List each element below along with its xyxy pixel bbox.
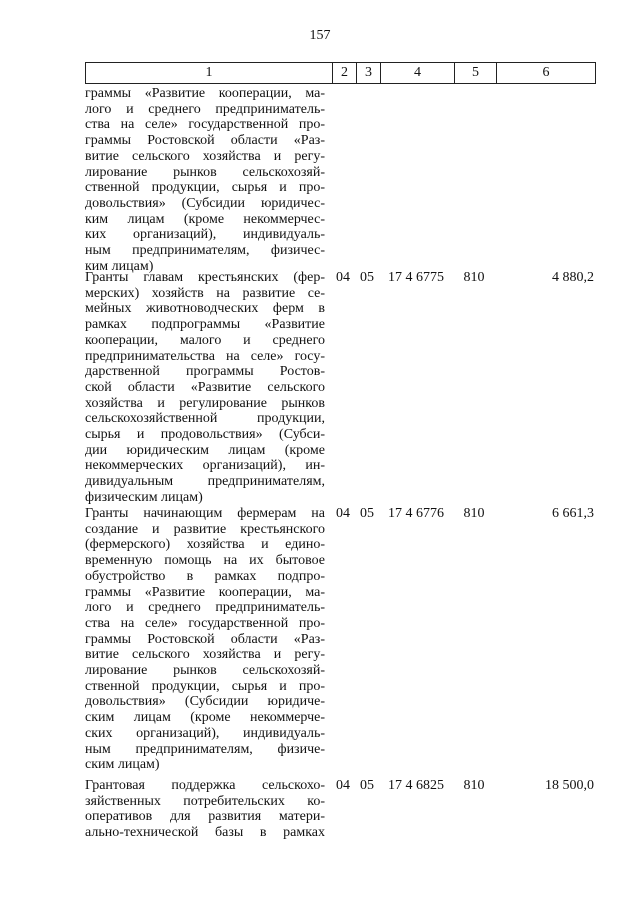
column-header-table xyxy=(85,62,596,84)
description-line: ным предпринимателям, физичес- xyxy=(85,243,325,259)
description-line: лирование рынков сельскохозяй- xyxy=(85,663,325,679)
description-line: граммы Ростовской области «Раз- xyxy=(85,133,325,149)
amount-value: 18 500,0 xyxy=(545,778,594,793)
description-line: витие сельского хозяйства и регу- xyxy=(85,647,325,663)
subsection-code: 05 xyxy=(360,270,374,285)
description-line: сельскохозяйственной продукции, xyxy=(85,411,325,427)
description-line: лого и среднего предприниматель- xyxy=(85,600,325,616)
description-line: витие сельского хозяйства и регу- xyxy=(85,148,325,164)
description-line: ства на селе» государственной про- xyxy=(85,117,325,133)
description-line: ства на селе» государственной про- xyxy=(85,615,325,631)
target-article-code: 17 4 6775 xyxy=(388,270,444,285)
description-line: граммы Ростовской области «Раз- xyxy=(85,631,325,647)
row-description xyxy=(85,270,325,506)
column-header-6: 6 xyxy=(497,63,596,84)
table-row xyxy=(85,506,595,778)
description-line: физическим лицам) xyxy=(85,489,203,505)
description-line: ких организаций), индивидуаль- xyxy=(85,227,325,243)
column-header-row xyxy=(86,63,596,84)
table-row xyxy=(85,778,595,842)
description-line: ственной продукции, сырья и про- xyxy=(85,180,325,196)
description-line: довольствия» (Субсидии юридичес- xyxy=(85,195,325,211)
description-line: дии юридическим лицам (кроме xyxy=(85,442,325,458)
column-header-1: 1 xyxy=(86,63,333,84)
description-line: оперативов для развития матери- xyxy=(85,809,325,825)
subsection-code: 05 xyxy=(360,778,374,793)
description-line: предпринимательства на селе» госу- xyxy=(85,348,325,364)
column-header-3: 3 xyxy=(357,63,381,84)
description-line: довольствия» (Субсидии юридиче- xyxy=(85,694,325,710)
description-line: сырья и продовольствия» (Субси- xyxy=(85,427,325,443)
description-line: лирование рынков сельскохозяй- xyxy=(85,164,325,180)
description-line: хозяйства и регулирование рынков xyxy=(85,395,325,411)
row-description xyxy=(85,778,325,841)
description-line: лого и среднего предприниматель- xyxy=(85,101,325,117)
page-number: 157 xyxy=(309,28,331,43)
description-line: обустройство в рамках подпро- xyxy=(85,568,325,584)
description-line: Гранты начинающим фермерам на xyxy=(85,506,325,521)
target-article-code: 17 4 6776 xyxy=(388,506,444,521)
description-line: ских организаций), индивидуаль- xyxy=(85,725,325,741)
subsection-code: 05 xyxy=(360,506,374,521)
description-line: кооперации, малого и среднего xyxy=(85,332,325,348)
amount-value: 6 661,3 xyxy=(552,506,594,521)
table-row xyxy=(85,270,595,506)
table-body xyxy=(85,86,595,842)
section-code: 04 xyxy=(336,506,350,521)
description-line: ским лицам (кроме некоммерче- xyxy=(85,710,325,726)
description-line: граммы «Развитие кооперации, ма- xyxy=(85,86,325,101)
description-line: (фермерского) хозяйства и едино- xyxy=(85,537,325,553)
column-header-2: 2 xyxy=(333,63,357,84)
description-line: Грантовая поддержка сельскохо- xyxy=(85,778,325,793)
amount-value: 4 880,2 xyxy=(552,270,594,285)
description-line: мерских) хозяйств на развитие се- xyxy=(85,285,325,301)
description-line: некоммерческих организаций), ин- xyxy=(85,458,325,474)
description-line: временную помощь на их бытовое xyxy=(85,553,325,569)
description-line: ской области «Развитие сельского xyxy=(85,379,325,395)
description-line: рамках подпрограммы «Развитие xyxy=(85,317,325,333)
description-line: дарственной программы Ростов- xyxy=(85,364,325,380)
expense-type-code: 810 xyxy=(463,506,485,521)
description-line: ным предпринимателям, физиче- xyxy=(85,741,325,757)
description-line: зяйственных потребительских ко- xyxy=(85,793,325,809)
description-line: Гранты главам крестьянских (фер- xyxy=(85,270,325,285)
description-line: мейных животноводческих ферм в xyxy=(85,301,325,317)
expense-type-code: 810 xyxy=(463,270,485,285)
description-line: создание и развитие крестьянского xyxy=(85,521,325,537)
description-line: ственной продукции, сырья и про- xyxy=(85,678,325,694)
row-description xyxy=(85,86,325,274)
table-row xyxy=(85,86,595,274)
description-line: дивидуальным предпринимателям, xyxy=(85,474,325,490)
expense-type-code: 810 xyxy=(463,778,485,793)
section-code: 04 xyxy=(336,270,350,285)
description-line: ким лицам) xyxy=(85,258,154,274)
description-line: ким лицам (кроме некоммерчес- xyxy=(85,211,325,227)
description-line: ально-технической базы в рамках xyxy=(85,825,325,841)
description-line: ским лицам) xyxy=(85,757,160,773)
row-description xyxy=(85,506,325,773)
target-article-code: 17 4 6825 xyxy=(388,778,444,793)
column-header-5: 5 xyxy=(455,63,497,84)
description-line: граммы «Развитие кооперации, ма- xyxy=(85,584,325,600)
section-code: 04 xyxy=(336,778,350,793)
column-header-4: 4 xyxy=(381,63,455,84)
